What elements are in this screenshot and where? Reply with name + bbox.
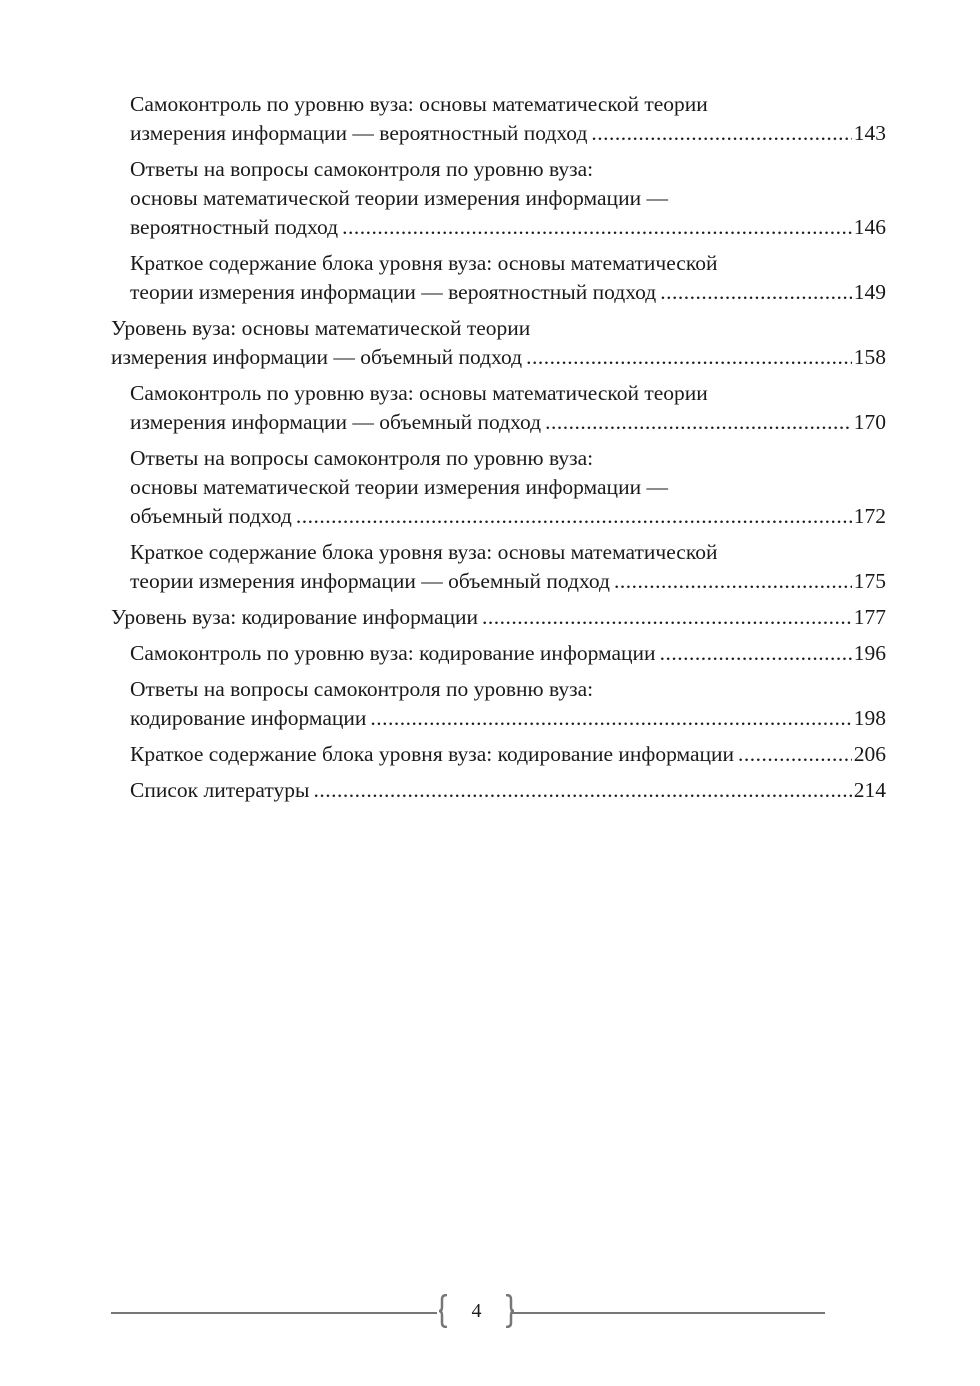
toc-entry-title-line: теории измерения информации — вероятностный подход [130, 280, 657, 304]
toc-entry-leader-line [130, 213, 886, 242]
footer-rule-left [111, 1312, 437, 1314]
toc-page-number: 177 [853, 605, 886, 629]
toc-entry-leader-line [130, 704, 886, 733]
toc-page-number: 198 [853, 706, 886, 730]
footer-rule-right [512, 1312, 825, 1314]
toc-entry-leader-line [130, 119, 886, 148]
dot-leader [660, 639, 852, 668]
toc-page-number: 158 [853, 345, 886, 369]
right-bracket-icon [505, 1294, 515, 1328]
toc-entry-leader-line [130, 639, 886, 668]
toc-entry[interactable] [111, 776, 886, 805]
dot-leader [591, 119, 851, 148]
toc-entry-title-line: Краткое содержание блока уровня вуза: основы математической [130, 540, 718, 564]
toc-entry-leader-line [111, 603, 886, 632]
toc-page-number: 206 [853, 742, 886, 766]
toc-page-number: 143 [853, 121, 886, 145]
toc-entry-title-line: Самоконтроль по уровню вуза: основы математической теории [130, 92, 708, 116]
toc-entry-title-line: Самоконтроль по уровню вуза: кодирование информации [130, 641, 656, 665]
toc-entry[interactable] [111, 90, 886, 148]
toc-entry-title-line: измерения информации — вероятностный подход [130, 121, 588, 145]
toc-entry[interactable] [111, 444, 886, 531]
page-number: 4 [471, 1300, 482, 1322]
toc-entry-leader-line [130, 502, 886, 531]
toc-entry-title-line: Ответы на вопросы самоконтроля по уровню вуза: [130, 446, 594, 470]
dot-leader [738, 740, 852, 769]
toc-entry-title-line: основы математической теории измерения информации — [130, 475, 668, 499]
dot-leader [526, 343, 852, 372]
toc-entry[interactable] [111, 603, 886, 632]
toc-entry[interactable] [111, 740, 886, 769]
toc-entry-leader-line [130, 278, 886, 307]
toc-entry-title-line: теории измерения информации — объемный подход [130, 569, 610, 593]
toc-entry-title-line: Уровень вуза: основы математической теории [111, 316, 531, 340]
dot-leader [614, 567, 852, 596]
toc-entry-title-line: Самоконтроль по уровню вуза: основы математической теории [130, 381, 708, 405]
toc-page-number: 172 [853, 504, 886, 528]
dot-leader [313, 776, 851, 805]
toc-entry-title-line: Краткое содержание блока уровня вуза: кодирование информации [130, 742, 735, 766]
toc-page-number: 170 [853, 410, 886, 434]
toc-entry-title-line: измерения информации — объемный подход [130, 410, 542, 434]
dot-leader [660, 278, 852, 307]
toc-entry[interactable] [111, 379, 886, 437]
dot-leader [342, 213, 852, 242]
toc-entry-title-line: вероятностный подход [130, 215, 339, 239]
page-footer [111, 1294, 825, 1334]
toc-entry-leader-line [130, 740, 886, 769]
toc-page-number: 196 [853, 641, 886, 665]
toc-entry-title-line: измерения информации — объемный подход [111, 345, 523, 369]
toc-entry-title-line: Список литературы [130, 778, 310, 802]
toc-page-number: 175 [853, 569, 886, 593]
toc-entry[interactable] [111, 538, 886, 596]
toc-entry-title-line: Ответы на вопросы самоконтроля по уровню вуза: [130, 677, 594, 701]
toc-entry-title-line: Ответы на вопросы самоконтроля по уровню вуза: [130, 157, 594, 181]
dot-leader [545, 408, 852, 437]
toc-page-number: 146 [853, 215, 886, 239]
toc-entry-leader-line [111, 343, 886, 372]
toc-entry-leader-line [130, 567, 886, 596]
toc-page-number: 149 [853, 280, 886, 304]
dot-leader [482, 603, 852, 632]
toc-entry[interactable] [111, 155, 886, 242]
toc-entry-title-line: Уровень вуза: кодирование информации [111, 605, 479, 629]
toc-entry-leader-line [130, 408, 886, 437]
left-bracket-icon [438, 1294, 448, 1328]
toc-page-number: 214 [853, 778, 886, 802]
toc-entry-title-line: кодирование информации [130, 706, 367, 730]
toc-entry[interactable] [111, 249, 886, 307]
toc-entry-leader-line [130, 776, 886, 805]
table-of-contents [111, 90, 886, 812]
toc-entry[interactable] [111, 675, 886, 733]
toc-entry[interactable] [111, 314, 886, 372]
dot-leader [370, 704, 851, 733]
toc-entry-title-line: основы математической теории измерения информации — [130, 186, 668, 210]
toc-entry-title-line: объемный подход [130, 504, 292, 528]
toc-entry[interactable] [111, 639, 886, 668]
dot-leader [296, 502, 852, 531]
toc-entry-title-line: Краткое содержание блока уровня вуза: основы математической [130, 251, 718, 275]
